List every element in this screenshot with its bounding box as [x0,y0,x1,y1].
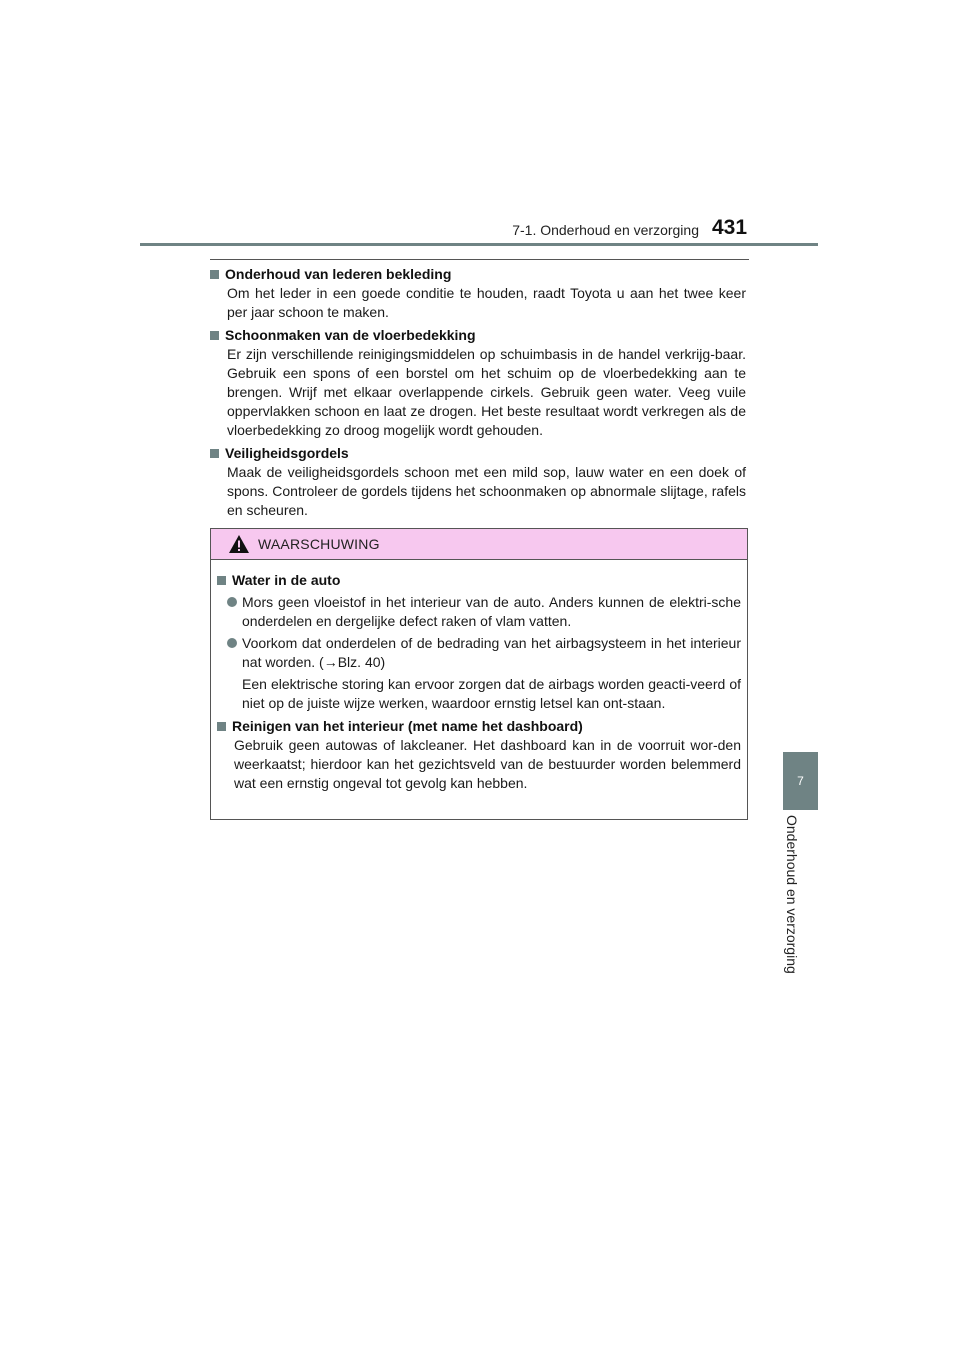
section-title: Schoonmaken van de vloerbedekking [225,327,476,343]
section-title: Onderhoud van lederen bekleding [225,266,452,282]
warning-section-water [217,571,741,713]
warning-body [211,560,747,793]
circle-bullet-icon [227,638,237,648]
chapter-label: Onderhoud en verzorging [784,815,800,974]
bullet-extra-text: Een elektrische storing kan ervoor zorgen dat de airbags worden geacti-veerd of niet op de juiste wijze werken, waardoor ernstig letsel kan ont-staan. [242,676,741,711]
section-seatbelts [210,444,746,520]
section-title: Veiligheidsgordels [225,445,349,461]
square-bullet-icon [210,331,219,340]
warning-section-dashboard [217,717,741,793]
square-bullet-icon [210,449,219,458]
bullet-text: Voorkom dat onderdelen of de bedrading van het airbagsysteem in het interieur nat worden. (→Blz. 40) [242,635,741,670]
warning-header [211,529,747,560]
warning-triangle-icon [228,534,250,554]
square-bullet-icon [210,270,219,279]
page-number: 431 [712,216,748,239]
section-body: Om het leder in een goede conditie te houden, raadt Toyota u aan het twee keer per jaar schoon te maken. [227,285,746,320]
section-body: Er zijn verschillende reinigingsmiddelen op schuimbasis in de handel verkrijg-baar. Gebruik een spons of een borstel om het schuim op de vloerbedekking aan te brengen. Wrijf met elkaar overlappende cirkels. Gebruik geen water. Veeg vuile oppervlakken schoon en laat ze drogen. Het beste resultaat wordt verkregen als de vloerbedekking zo droog mogelijk wordt gehouden. [227,346,746,438]
warning-title: WAARSCHUWING [258,536,380,552]
header-rule [140,243,818,246]
list-item [227,634,741,713]
section-leather [210,265,746,322]
square-bullet-icon [217,722,226,731]
bullet-text: Mors geen vloeistof in het interieur van de auto. Anders kunnen de elektri-sche onderdelen en dergelijke defect raken of vlam vatten. [242,594,741,629]
warning-section-body: Gebruik geen autowas of lakcleaner. Het dashboard kan in de voorruit wor-den weerkaatst; hierdoor kan het gezichtsveld van de bestuurder worden belemmerd wat een ernstig ongeval tot gevolg kan hebben. [234,737,741,791]
square-bullet-icon [217,576,226,585]
content-rule [210,259,749,260]
main-content [210,265,746,524]
section-body: Maak de veiligheidsgordels schoon met een mild sop, lauw water en een doek of spons. Controleer de gordels tijdens het schoonmaken op abnormale slijtage, rafels en scheuren. [227,464,746,518]
list-item [227,593,741,631]
chapter-tab: 7 [783,752,818,810]
section-carpet [210,326,746,440]
warning-section-title: Water in de auto [232,572,341,588]
page-header-section: 7-1. Onderhoud en verzorging [512,222,699,238]
circle-bullet-icon [227,597,237,607]
warning-box [210,528,748,820]
warning-section-title: Reinigen van het interieur (met name het dashboard) [232,718,583,734]
